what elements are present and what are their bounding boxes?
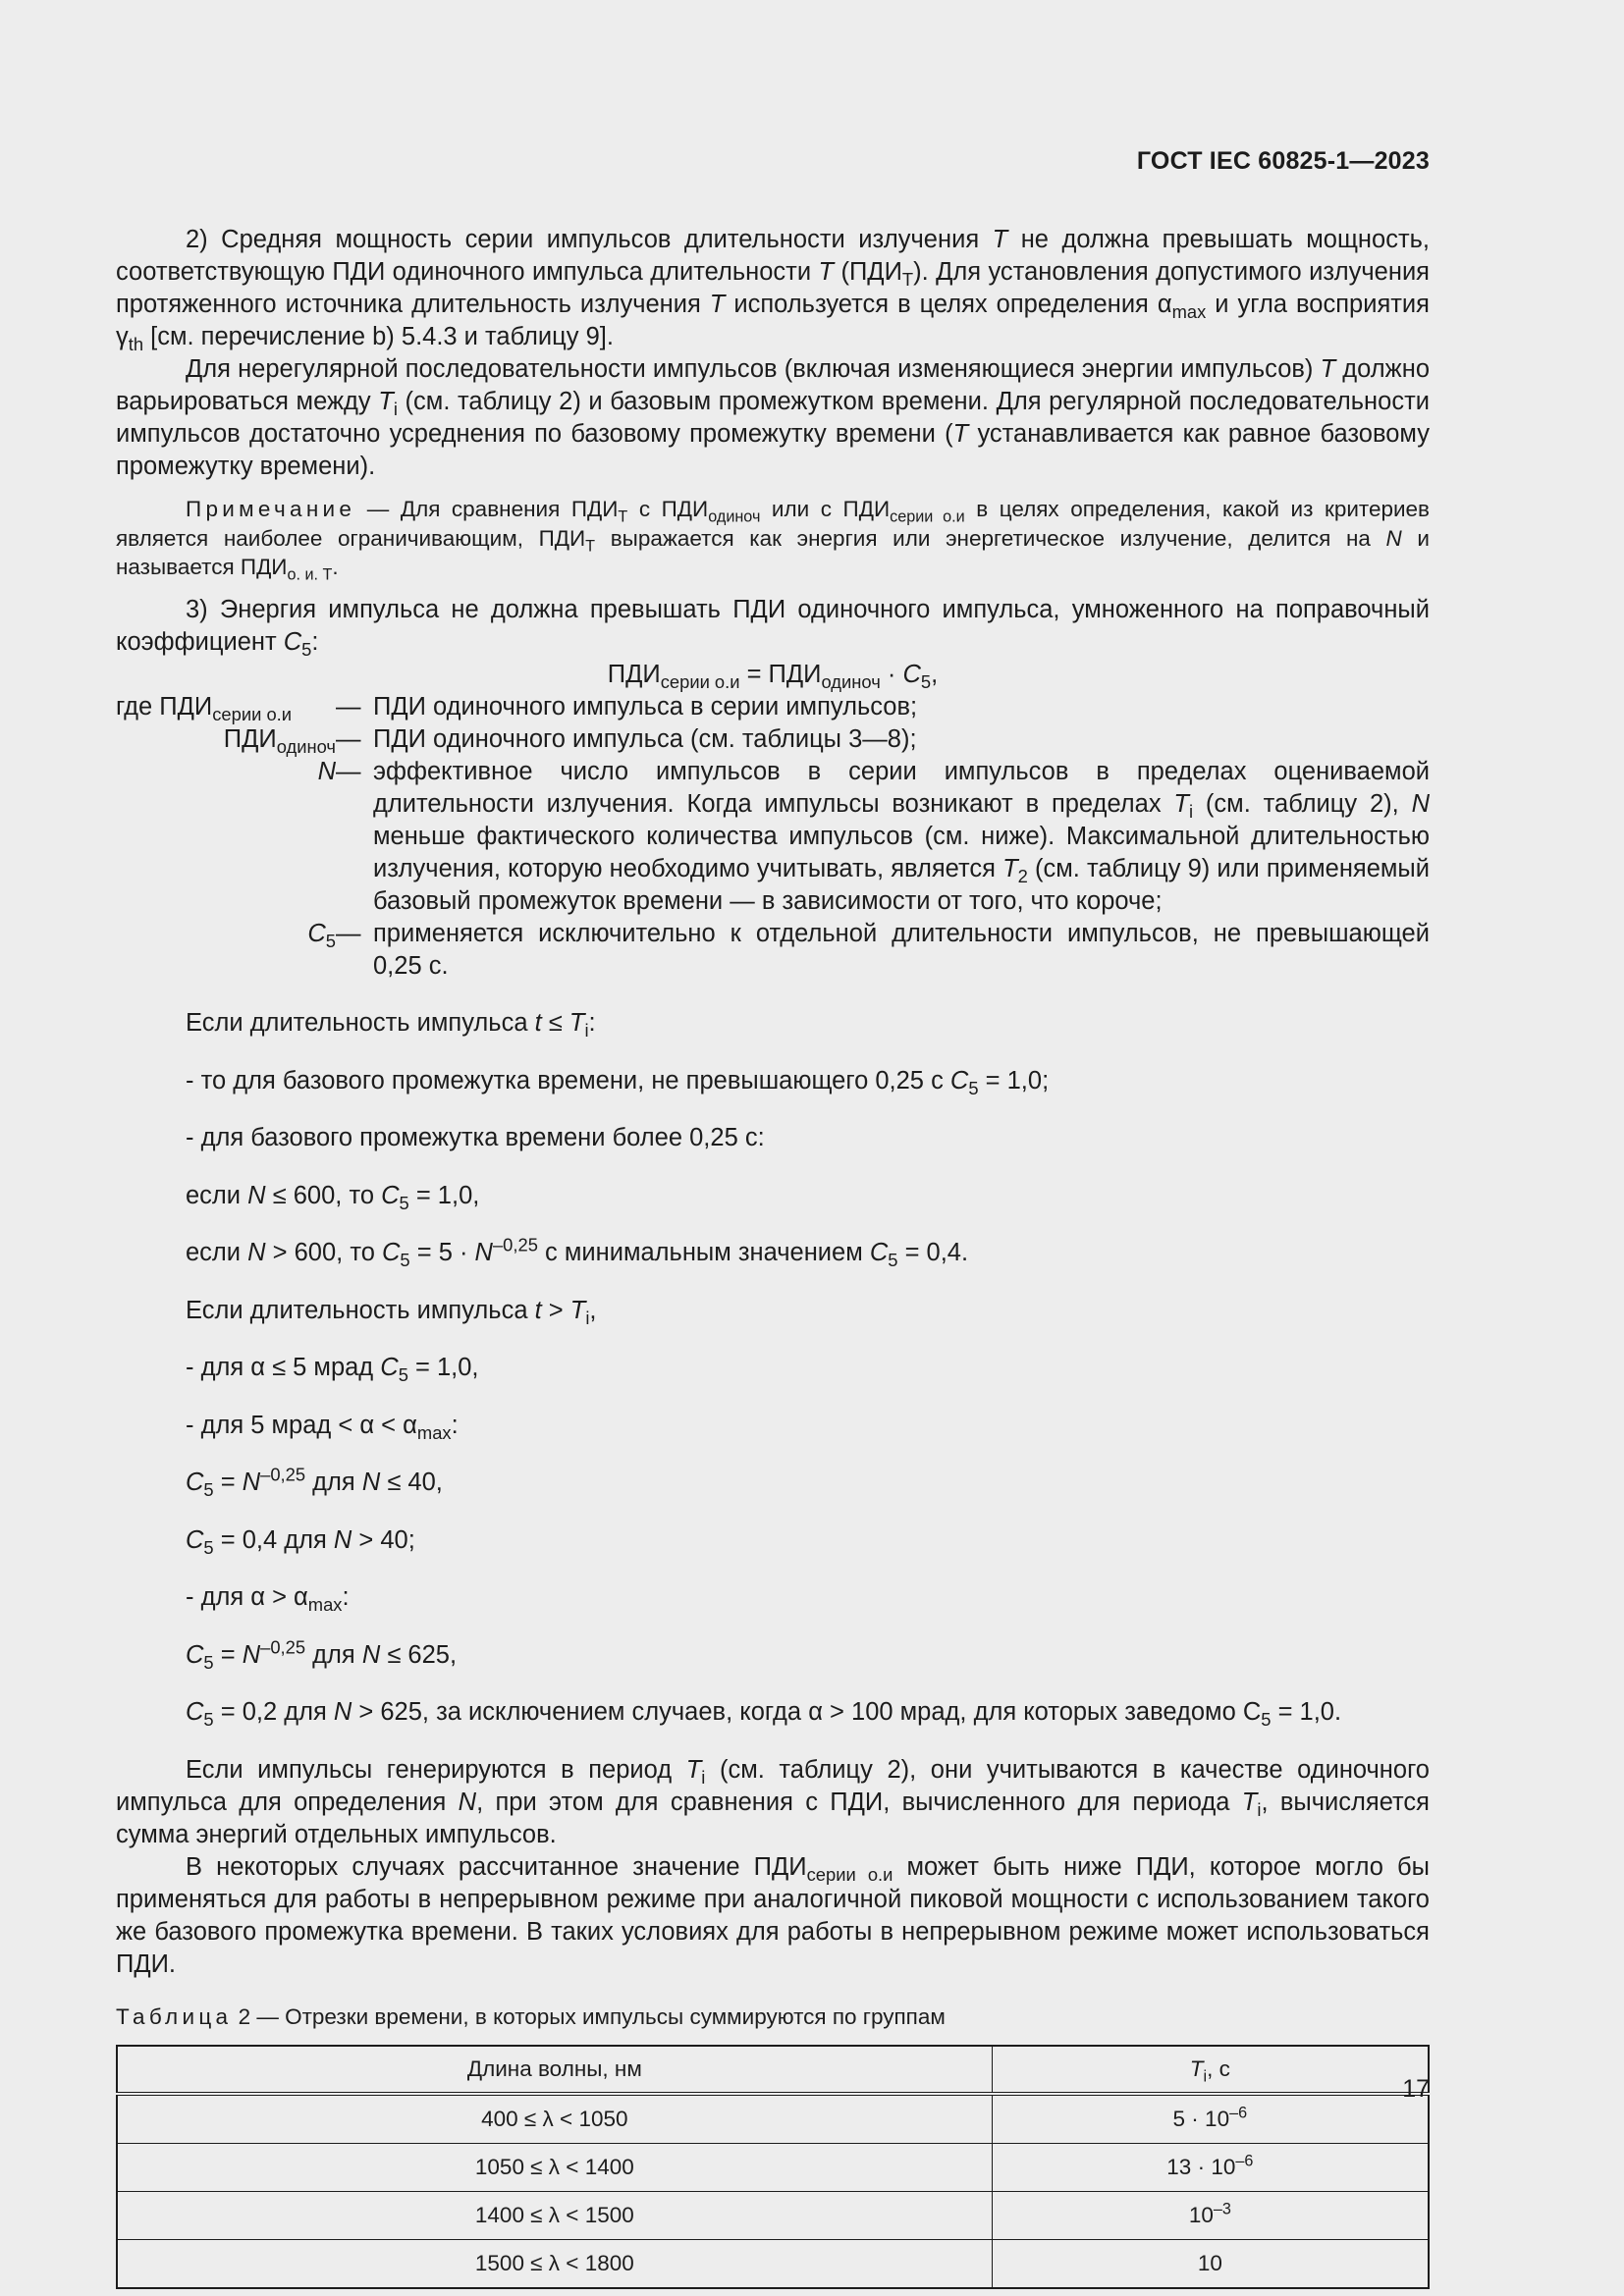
note: Примечание — Для сравнения $ПДИ_T$ с $ПДИ_{одиноч}$ или с $ПДИ_{серии о.и}$ в целях определения, какой из критериев является наиболее ограничивающим, $ПДИ_T$ выражается как энергия или энергетическое излучение, делится на N и называется $ПДИ_{о. и. T}$. — [116, 497, 1431, 584]
table-cell: 1050 ≤ λ < 1400 — [117, 2143, 992, 2191]
time-intervals-table — [116, 2045, 1430, 2289]
definition-item: $C_5$ — применяется исключительно к отдельной длительности импульсов, не превышающей 0,25 с. — [307, 919, 1430, 980]
page-number: 17 — [1402, 2075, 1430, 2103]
paragraph-average-power: 2) Средняя мощность серии импульсов длительности излучения T не должна превышать мощность, соответствующую ПДИ одиночного импульса длительности T $(ПДИ_T)$. Для установления допустимого излучения протяженного источника длительность излучения T используется в целях определения $\alpha_{max}$ и угла восприятия $\gamma_{th}$ [см. перечисление b) 5.4.3 и таблицу 9]. — [116, 226, 1430, 355]
document-header: ГОСТ IEC 60825-1—2023 — [1136, 147, 1430, 175]
condition-line: - для базового промежутка времени более 0,25 с: — [186, 1124, 765, 1151]
table-cell: 400 ≤ λ < 1050 — [117, 2094, 992, 2144]
condition-line: $C_5 = N^{-0,25}$ для N ≤ 40, — [186, 1464, 443, 1501]
condition-line: $C_5 = 0,2$ для N > 625, за исключением случаев, когда α > 100 мрад, для которых заведомо $C_5 = 1,0$. — [186, 1698, 1342, 1731]
page-content — [116, 224, 1430, 2289]
column-header-ti: $T_i$, с — [992, 2046, 1429, 2094]
table-caption: Таблица 2 — Отрезки времени, в которых импульсы суммируются по группам — [116, 2003, 946, 2029]
paragraph-irregular-sequence: Для нерегулярной последовательности импульсов (включая изменяющиеся энергии импульсов) T должно варьироваться между $T_i$ (см. таблицу 2) и базовым промежутком времени. Для регулярной последовательности импульсов достаточно усреднения по базовому промежутку времени (T устанавливается как равное базовому промежутку времени). — [116, 355, 1430, 480]
table-cell: $13 \cdot 10^{-6}$ — [992, 2143, 1429, 2191]
table-cell: 1500 ≤ λ < 1800 — [117, 2239, 992, 2288]
condition-line: - для 5 мрад < $\alpha < \alpha_{max}$: — [186, 1411, 459, 1443]
table-row — [117, 2191, 1429, 2239]
definition-item: N — эффективное число импульсов в серии импульсов в пределах оцениваемой длительности излучения. Когда импульсы возникают в пределах $T_i$ (см. таблицу 2), N меньше фактического количества импульсов (см. ниже). Максимальной длительностью излучения, которую необходимо учитывать, является $T_2$ (см. таблицу 9) или применяемый базовый промежуток времени — в зависимости от того, что короче; — [317, 757, 1430, 915]
definition-item: где $ПДИ_{серии о.и}$ — ПДИ одиночного импульса в серии импульсов; — [116, 692, 918, 724]
condition-line: $C_5 = N^{-0,25}$ для N ≤ 625, — [186, 1636, 458, 1673]
formula-c5: $ПДИ_{серии о.и} = ПДИ_{одиноч} \cdot C_5$, — [607, 660, 939, 692]
table-cell: $5 \cdot 10^{-6}$ — [992, 2094, 1429, 2144]
column-header-wavelength: Длина волны, нм — [117, 2046, 992, 2094]
table-cell: $10^{-3}$ — [992, 2191, 1429, 2239]
table-row — [117, 2143, 1429, 2191]
condition-line: - для α ≤ 5 мрад $C_5 = 1,0$, — [186, 1354, 479, 1386]
condition-line: $C_5 = 0,4$ для N > 40; — [186, 1525, 415, 1558]
note-label: Примечание — [186, 497, 356, 521]
definition-item: $ПДИ_{одиноч}$ — ПДИ одиночного импульса (см. таблицы 3—8); — [223, 724, 917, 757]
condition-line: Если длительность импульса $t \le T_i$: — [186, 1009, 596, 1041]
c5-conditions — [116, 1007, 1430, 1729]
definitions-list — [116, 691, 1430, 983]
paragraph-group-pulses: Если импульсы генерируются в период $T_i$ (см. таблицу 2), они учитываются в качестве одиночного импульса для определения N, при этом для сравнения с ПДИ, вычисленного для периода $T_i$, вычисляется сумма энергий отдельных импульсов. — [116, 1755, 1430, 1848]
table-cell: 1400 ≤ λ < 1500 — [117, 2191, 992, 2239]
paragraph-pulse-energy: 3) Энергия импульса не должна превышать ПДИ одиночного импульса, умноженного на поправочный коэффициент $C_5$: — [116, 595, 1430, 660]
condition-line: Если длительность импульса $t > T_i$, — [186, 1296, 597, 1328]
condition-line: если N > 600, то $C_5 = 5 \cdot N^{-0,25}$ с минимальным значением $C_5 = 0,4$. — [186, 1234, 969, 1271]
condition-line: если N ≤ 600, то $C_5 = 1,0$, — [186, 1181, 480, 1213]
table-row — [117, 2094, 1429, 2144]
table-cell: 10 — [992, 2239, 1429, 2288]
table-row — [117, 2239, 1429, 2288]
paragraph-continuous-mode: В некоторых случаях рассчитанное значение $ПДИ_{серии о.и}$ может быть ниже ПДИ, которое могло бы применяться для работы в непрерывном режиме при аналогичной пиковой мощности с использованием такого же базового промежутка времени. В таких условиях для работы в непрерывном режиме может использоваться ПДИ. — [116, 1852, 1430, 1978]
condition-line: - для $\alpha > \alpha_{max}$: — [186, 1583, 350, 1616]
condition-line: - то для базового промежутка времени, не превышающего 0,25 с $C_5 = 1,0$; — [186, 1066, 1050, 1098]
table-header-row — [117, 2046, 1429, 2094]
